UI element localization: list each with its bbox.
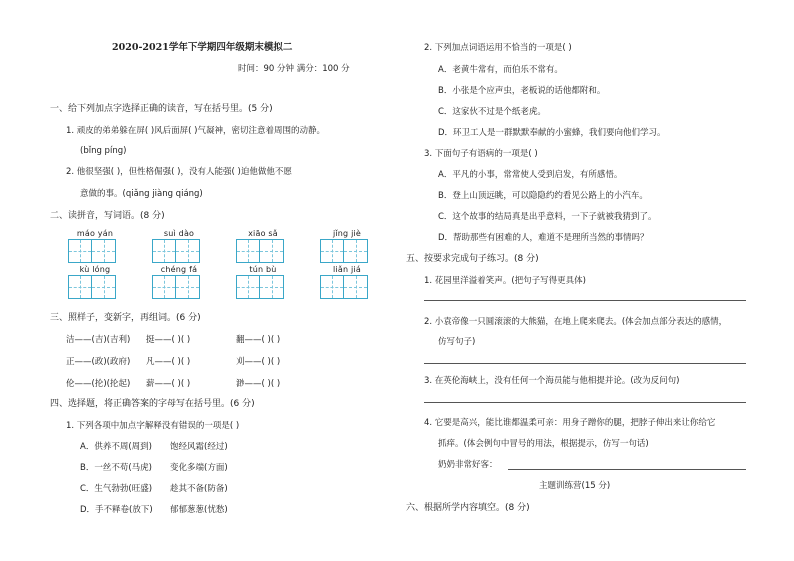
s1-question-1: 1. 顽皮的弟弟躲在屏( )风后面屏( )气凝神，密切注意着周围的动静。 — [66, 126, 325, 136]
page-title: 2020-2021学年下学期四年级期末模拟二 — [112, 42, 293, 53]
theme-section-title: 主题训练营(15 分) — [539, 481, 611, 491]
writing-cell[interactable] — [152, 239, 176, 263]
r-q2-option-a: A．老黄牛常有，而伯乐不常有。 — [438, 65, 563, 75]
pinyin-label: xiāo sǎ — [248, 229, 278, 238]
writing-cell[interactable] — [236, 239, 260, 263]
s4-option-d-1: D．手不释卷(放下) — [80, 505, 153, 515]
pinyin-word — [152, 264, 206, 299]
pinyin-word — [236, 228, 290, 263]
pinyin-label: tún bù — [249, 265, 277, 274]
r-question-3: 3. 下面句子有语病的一项是( ) — [424, 149, 538, 159]
pinyin-row-2 — [68, 264, 374, 299]
s5-question-4: 4. 它要是高兴，能比谁都温柔可亲：用身子蹭你的腿，把脖子伸出来让你给它 — [424, 418, 716, 428]
writing-cell[interactable] — [320, 275, 344, 299]
s4-option-c-1: C．生气勃勃(旺盛) — [80, 484, 153, 494]
pinyin-label: liǎn jiá — [333, 265, 361, 274]
section-5-heading: 五、按要求完成句子练习。(8 分) — [406, 254, 539, 264]
s3-row-3-col-2: 薪——( )( ) — [146, 379, 191, 389]
pinyin-row-1 — [68, 228, 374, 263]
s5-question-1: 1. 花园里洋溢着笑声。(把句子写得更具体) — [424, 276, 586, 286]
s1-q1-options: (bǐng píng) — [80, 146, 127, 156]
s3-row-2-col-3: 刈——( )( ) — [236, 357, 281, 367]
writing-cell[interactable] — [320, 239, 344, 263]
s4-option-d-2: 郁郁葱葱(忧愁) — [170, 505, 228, 515]
writing-cell[interactable] — [344, 275, 368, 299]
section-2-heading: 二、读拼音，写词语。(8 分) — [50, 211, 165, 221]
s1-question-2: 2. 他很坚强( )，但性格倔强( )，没有人能强( )迫他做他不愿 — [66, 167, 292, 177]
s4-option-a-2: 饱经风霜(经过) — [170, 442, 228, 452]
r-q2-option-d: D．环卫工人是一群默默奉献的小蜜蜂，我们要向他们学习。 — [438, 128, 666, 138]
s3-row-1-col-2: 挺——( )( ) — [146, 335, 191, 345]
pinyin-label: suì dào — [163, 229, 195, 238]
s3-row-3-col-3: 渺——( )( ) — [236, 379, 281, 389]
r-q3-option-b: B．登上山顶远眺，可以隐隐约约看见公路上的小汽车。 — [438, 191, 648, 201]
s3-row-2-col-1: 正——(政)(政府) — [66, 357, 131, 367]
s4-option-c-2: 趁其不备(防备) — [170, 484, 228, 494]
writing-cell[interactable] — [68, 239, 92, 263]
writing-cell[interactable] — [152, 275, 176, 299]
pinyin-label: kù lóng — [79, 265, 111, 274]
s5-question-2: 2. 小袁帝像一只圆滚滚的大熊猫，在地上爬来爬去。(体会加点部分表达的感情， — [424, 317, 728, 327]
s3-row-3-col-1: 伦——(抡)(抡起) — [66, 379, 131, 389]
answer-line[interactable] — [424, 402, 746, 403]
writing-cell[interactable] — [92, 275, 116, 299]
writing-cell[interactable] — [176, 275, 200, 299]
writing-cell[interactable] — [260, 275, 284, 299]
r-q2-option-c: C．这家伙不过是个纸老虎。 — [438, 107, 546, 117]
pinyin-word — [236, 264, 290, 299]
section-4-heading: 四、选择题，将正确答案的字母写在括号里。(6 分) — [50, 399, 255, 409]
pinyin-word — [68, 228, 122, 263]
time-score: 时间：90 分钟 满分：100 分 — [238, 64, 350, 74]
s3-row-1-col-1: 洁——(吉)(吉利) — [66, 335, 131, 345]
s5-q2-cont: 仿写句子) — [438, 337, 476, 347]
s5-q4-prompt: 奶奶非常好客： — [438, 460, 498, 470]
s3-row-1-col-3: 翻——( )( ) — [236, 335, 281, 345]
pinyin-word — [320, 264, 374, 299]
s4-option-a-1: A．供养不周(周到) — [80, 442, 152, 452]
answer-line[interactable] — [508, 469, 746, 470]
s4-option-b-1: B．一丝不苟(马虎) — [80, 463, 152, 473]
s5-question-3: 3. 在英伦海峡上，没有任何一个海员能与他相提并论。(改为反问句) — [424, 376, 680, 386]
section-3-heading: 三、照样子，变新字，再组词。(6 分) — [50, 313, 201, 323]
writing-cell[interactable] — [260, 239, 284, 263]
pinyin-word — [320, 228, 374, 263]
writing-cell[interactable] — [68, 275, 92, 299]
writing-cell[interactable] — [344, 239, 368, 263]
r-question-2: 2. 下列加点词语运用不恰当的一项是( ) — [424, 43, 572, 53]
s1-q2-options: 意做的事。(qiǎng jiàng qiáng) — [80, 189, 203, 199]
pinyin-word — [68, 264, 122, 299]
s4-question-1: 1. 下列各项中加点字解释没有错误的一项是( ) — [66, 421, 240, 431]
writing-cell[interactable] — [176, 239, 200, 263]
pinyin-label: máo yán — [76, 229, 114, 238]
pinyin-label: jǐng jiè — [332, 229, 362, 238]
section-6-heading: 六、根据所学内容填空。(8 分) — [406, 503, 530, 513]
r-q3-option-d: D．帮助那些有困难的人，难道不是理所当然的事情吗？ — [438, 233, 649, 243]
answer-line[interactable] — [424, 300, 746, 301]
answer-line[interactable] — [424, 363, 746, 364]
s5-q4-cont: 抓痒。(体会例句中冒号的用法，根据提示，仿写一句话) — [438, 439, 649, 449]
r-q2-option-b: B．小张是个应声虫，老板说的话他都附和。 — [438, 86, 606, 96]
s4-option-b-2: 变化多端(方面) — [170, 463, 228, 473]
r-q3-option-a: A．平凡的小事，常常使人受到启发，有所感悟。 — [438, 170, 623, 180]
pinyin-label: chéng fá — [160, 265, 198, 274]
pinyin-word — [152, 228, 206, 263]
writing-cell[interactable] — [92, 239, 116, 263]
r-q3-option-c: C．这个故事的结局真是出乎意料，一下子就被我猜到了。 — [438, 212, 657, 222]
section-1-heading: 一、给下列加点字选择正确的读音，写在括号里。(5 分) — [50, 104, 273, 114]
s3-row-2-col-2: 凡——( )( ) — [146, 357, 191, 367]
writing-cell[interactable] — [236, 275, 260, 299]
